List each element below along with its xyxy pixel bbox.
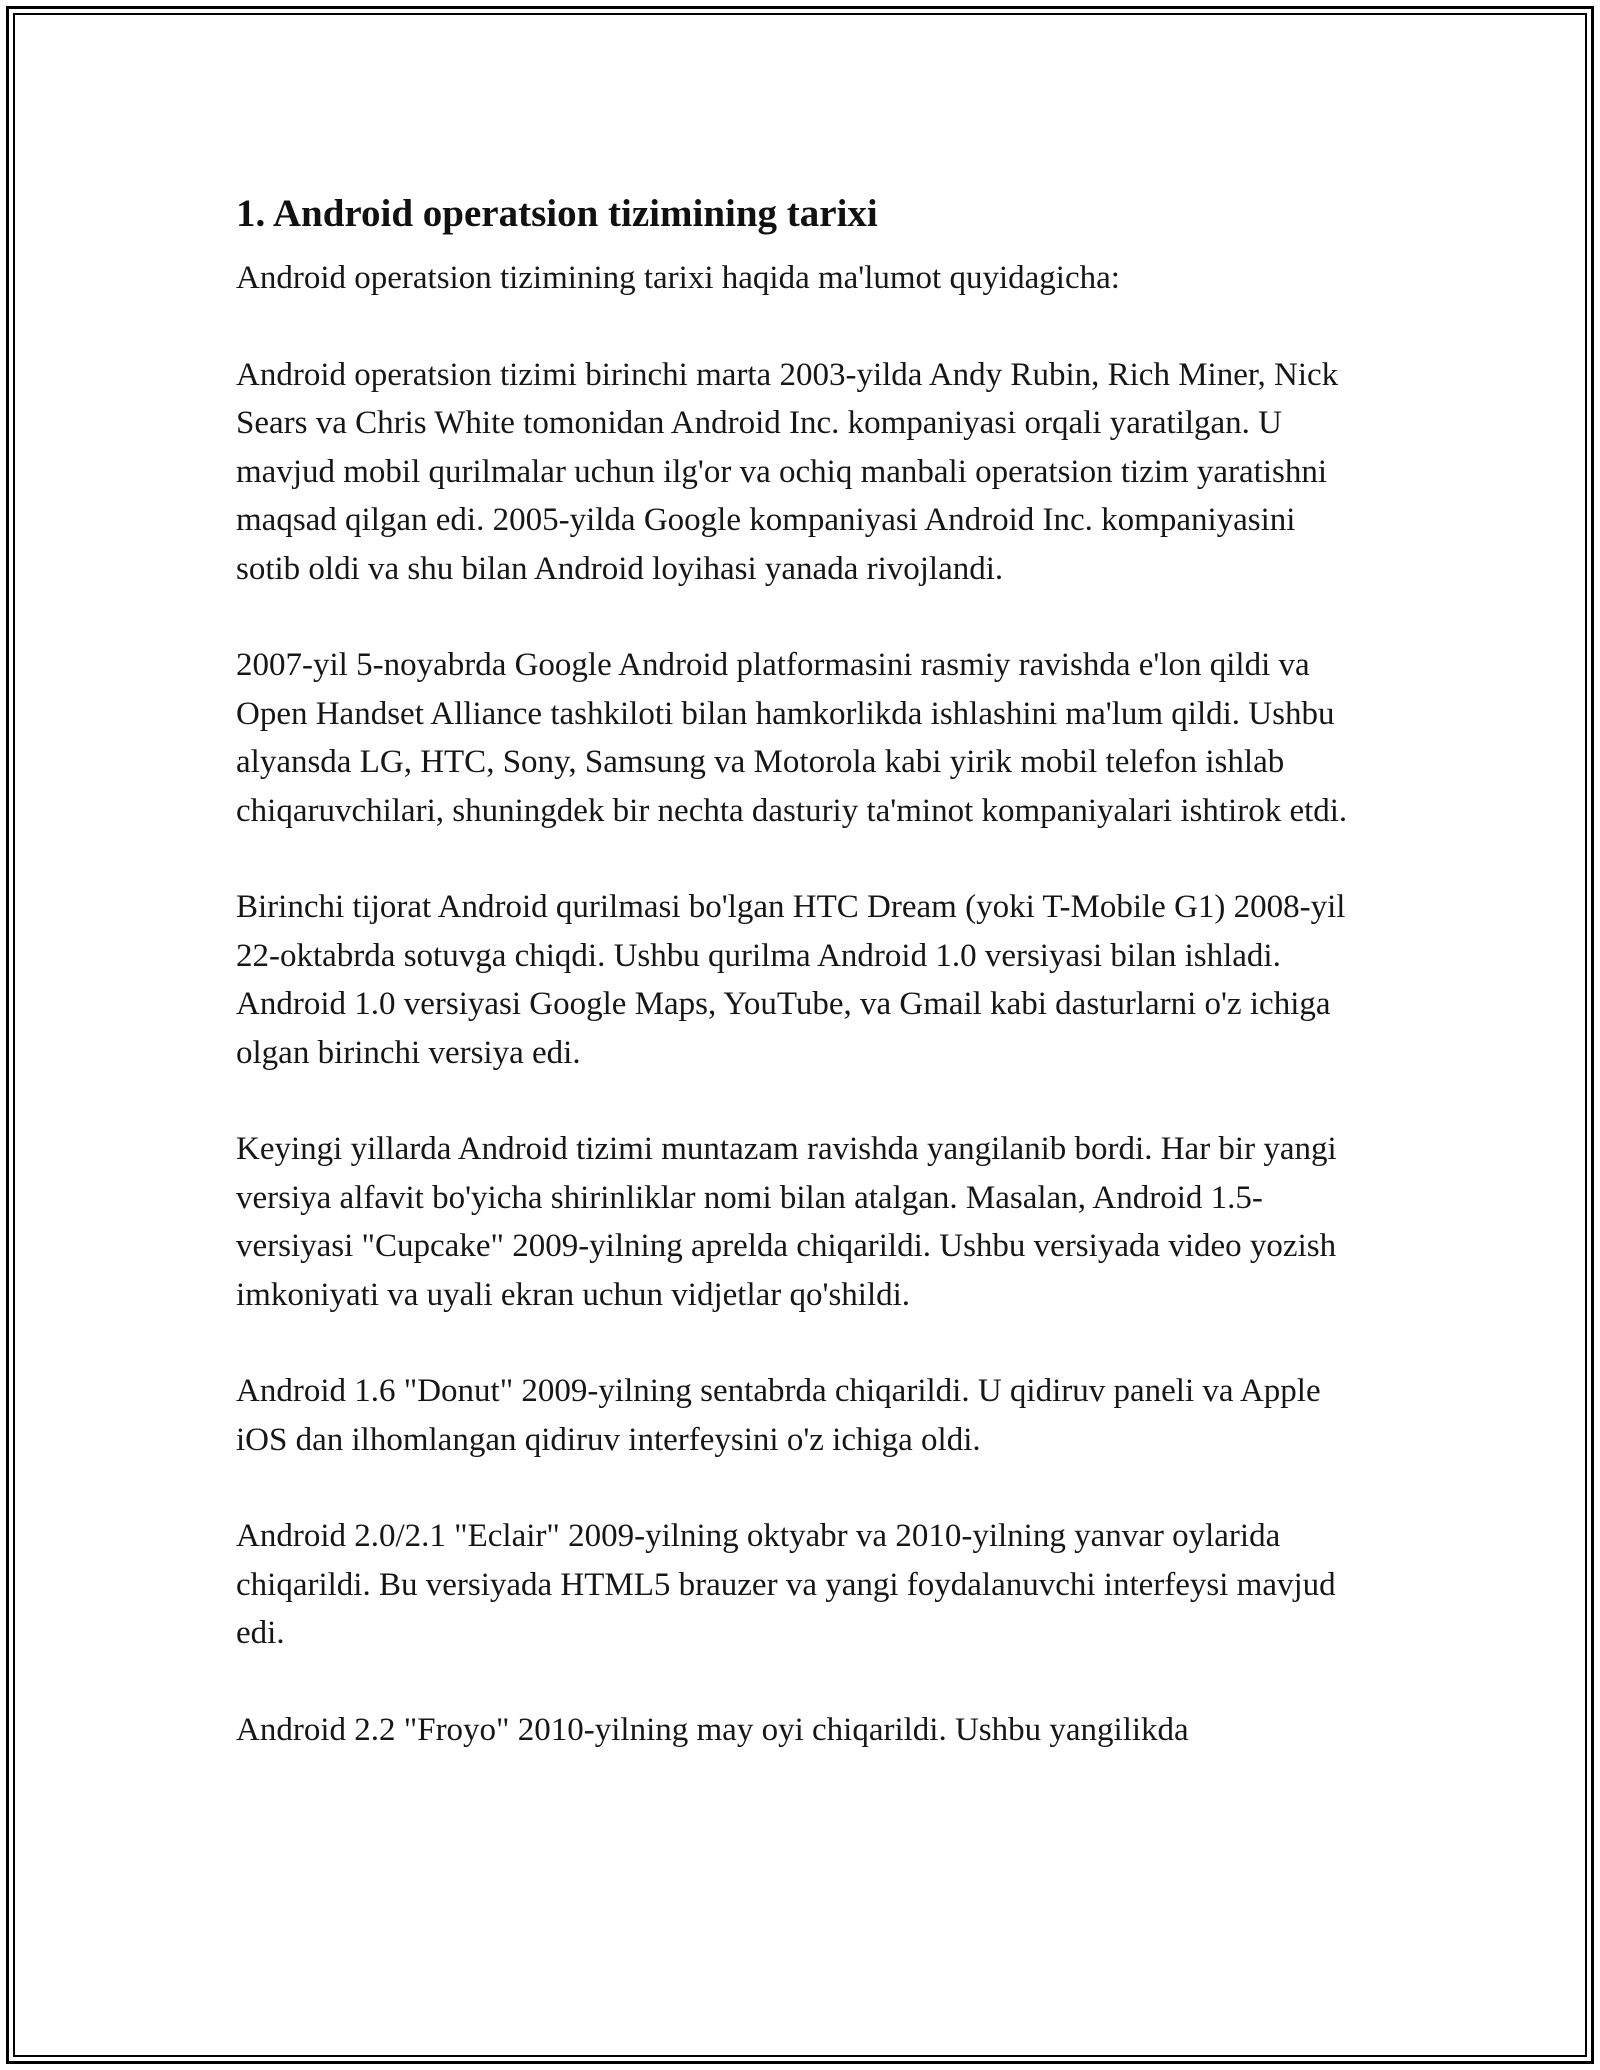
page-title: 1. Android operatsion tizimining tarixi bbox=[236, 192, 878, 235]
paragraph-donut: Android 1.6 "Donut" 2009-yilning sentabrda chiqarildi. U qidiruv paneli va Apple iOS dan ilhomlangan qidiruv interfeysini o'z ichiga oldi. bbox=[236, 1373, 1321, 1458]
paragraph-cupcake: Keyingi yillarda Android tizimi muntazam ravishda yangilanib bordi. Har bir yangi versiya alfavit bo'yicha shirinliklar nomi bilan atalgan. Masalan, Android 1.5-versiyasi "Cupcake" 2009-yilning aprelda chiqarildi. Ushbu versiyada video yozish imkoniyati va uyali ekran uchun vidjetlar qo'shildi. bbox=[236, 1131, 1337, 1313]
paragraph-eclair: Android 2.0/2.1 "Eclair" 2009-yilning oktyabr va 2010-yilning yanvar oylarida chiqarildi. Bu versiyada HTML5 brauzer va yangi foydalanuvchi interfeysi mavjud edi. bbox=[236, 1518, 1336, 1651]
paragraph-first-device: Birinchi tijorat Android qurilmasi bo'lgan HTC Dream (yoki T-Mobile G1) 2008-yil 22-oktabrda sotuvga chiqdi. Ushbu qurilma Android 1.0 versiyasi bilan ishladi. Android 1.0 versiyasi Google Maps, YouTube, va Gmail kabi dasturlarni o'z ichiga olgan birinchi versiya edi. bbox=[236, 889, 1346, 1071]
paragraph-announcement: 2007-yil 5-noyabrda Google Android platformasini rasmiy ravishda e'lon qildi va Open Handset Alliance tashkiloti bilan hamkorlikda ishlashini ma'lum qildi. Ushbu alyansda LG, HTC, Sony, Samsung va Motorola kabi yirik mobil telefon ishlab chiqaruvchilari, shuningdek bir nechta dasturiy ta'minot kompaniyalari ishtirok etdi. bbox=[236, 647, 1348, 829]
paragraph-froyo: Android 2.2 "Froyo" 2010-yilning may oyi chiqarildi. Ushbu yangilikda bbox=[236, 1711, 1189, 1748]
paragraph-origins: Android operatsion tizimi birinchi marta 2003-yilda Andy Rubin, Rich Miner, Nick Sears va Chris White tomonidan Android Inc. kompaniyasi orqali yaratilgan. U mavjud mobil qurilmalar uchun ilg'or va ochiq manbali operatsion tizim yaratishni maqsad qilgan edi. 2005-yilda Google kompaniyasi Android Inc. kompaniyasini sotib oldi va shu bilan Android loyihasi yanada rivojlandi. bbox=[236, 356, 1339, 587]
document-body bbox=[236, 186, 1364, 1754]
paragraph-intro: Android operatsion tizimining tarixi haqida ma'lumot quyidagicha: bbox=[236, 260, 1120, 296]
